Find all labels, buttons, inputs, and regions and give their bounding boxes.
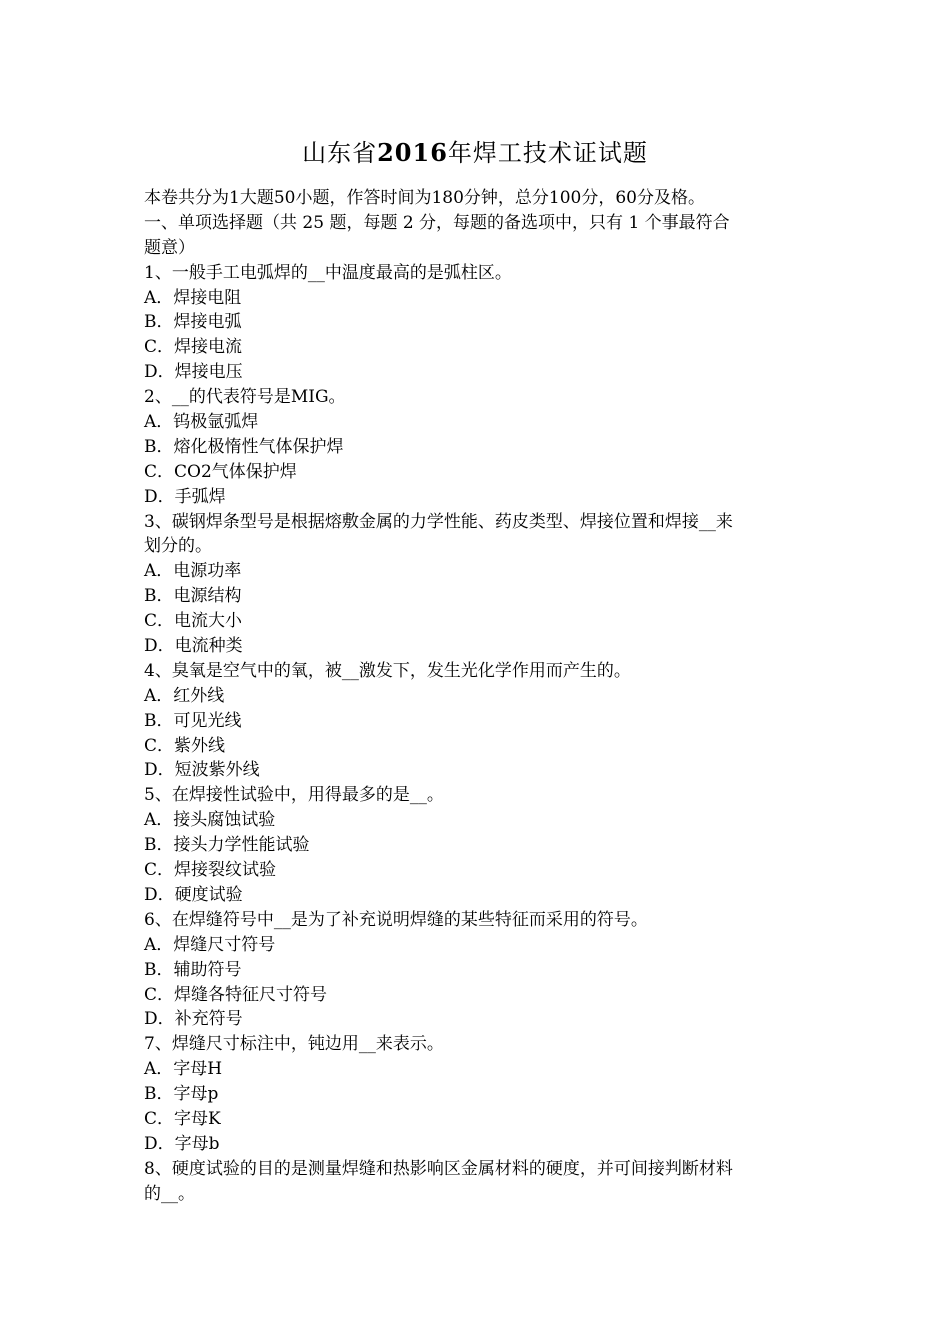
answer-option: A．焊缝尺寸符号: [144, 934, 276, 955]
title-suffix: 年焊工技术证试题: [447, 139, 648, 167]
answer-option: B．字母p: [144, 1084, 219, 1105]
answer-option: C．紫外线: [144, 735, 226, 756]
question-text: 6、在焊缝符号中__是为了补充说明焊缝的某些特征而采用的符号。: [144, 909, 648, 930]
answer-option: B．可见光线: [144, 710, 242, 731]
question-text: 划分的。: [144, 536, 212, 557]
answer-option: B．辅助符号: [144, 959, 242, 980]
question-text: 5、在焊接性试验中，用得最多的是__。: [144, 785, 444, 806]
answer-option: A．接头腐蚀试验: [144, 810, 276, 831]
question-item: [144, 783, 808, 907]
section-heading-line-2: 题意）: [144, 237, 195, 258]
question-text: 1、一般手工电弧焊的__中温度最高的是弧柱区。: [144, 262, 512, 283]
question-text: 4、臭氧是空气中的氧，被__激发下，发生光化学作用而产生的。: [144, 660, 631, 681]
answer-option: C．焊缝各特征尺寸符号: [144, 984, 328, 1005]
answer-option: B．熔化极惰性气体保护焊: [144, 436, 344, 457]
question-text: 的__。: [144, 1183, 195, 1204]
question-item: [144, 1032, 808, 1156]
question-list: [144, 261, 808, 1207]
answer-option: D．字母b: [144, 1133, 220, 1154]
question-item: [144, 261, 808, 385]
title-year: 2016: [377, 138, 448, 167]
intro-text: 本卷共分为1大题50小题，作答时间为180分钟，总分100分，60分及格。: [144, 188, 705, 208]
answer-option: D．焊接电压: [144, 362, 243, 383]
question-item: [144, 385, 808, 509]
question-text: 8、硬度试验的目的是测量焊缝和热影响区金属材料的硬度，并可间接判断材料: [144, 1158, 733, 1179]
answer-option: A．字母H: [144, 1059, 223, 1080]
answer-option: A．钨极氩弧焊: [144, 412, 259, 433]
answer-option: D．短波紫外线: [144, 760, 260, 781]
answer-option: A．焊接电阻: [144, 287, 242, 308]
answer-option: B．电源结构: [144, 586, 242, 607]
question-text: 2、__的代表符号是MIG。: [144, 387, 346, 408]
answer-option: D．手弧焊: [144, 486, 226, 507]
page-title: [0, 136, 950, 170]
answer-option: C．焊接裂纹试验: [144, 860, 277, 881]
answer-option: C．字母K: [144, 1108, 221, 1129]
answer-option: D．电流种类: [144, 636, 243, 657]
answer-option: D．硬度试验: [144, 884, 243, 905]
question-item: [144, 659, 808, 783]
question-item: [144, 510, 808, 659]
answer-option: A．红外线: [144, 685, 225, 706]
title-prefix: 山东省: [302, 139, 378, 167]
answer-option: A．电源功率: [144, 561, 242, 582]
question-item: [144, 1157, 808, 1207]
answer-option: C．电流大小: [144, 611, 243, 632]
answer-option: C．CO2气体保护焊: [144, 461, 297, 482]
question-text: 3、碳钢焊条型号是根据熔敷金属的力学性能、药皮类型、焊接位置和焊接__来: [144, 511, 733, 532]
answer-option: D．补充符号: [144, 1009, 243, 1030]
answer-option: B．焊接电弧: [144, 312, 242, 333]
answer-option: C．焊接电流: [144, 337, 243, 358]
section-heading-line-1: 一、单项选择题（共 25 题，每题 2 分，每题的备选项中，只有 1 个事最符合: [144, 212, 730, 233]
question-text: 7、焊缝尺寸标注中，钝边用__来表示。: [144, 1034, 444, 1055]
document-body: [144, 186, 808, 1207]
answer-option: B．接头力学性能试验: [144, 835, 310, 856]
question-item: [144, 908, 808, 1032]
